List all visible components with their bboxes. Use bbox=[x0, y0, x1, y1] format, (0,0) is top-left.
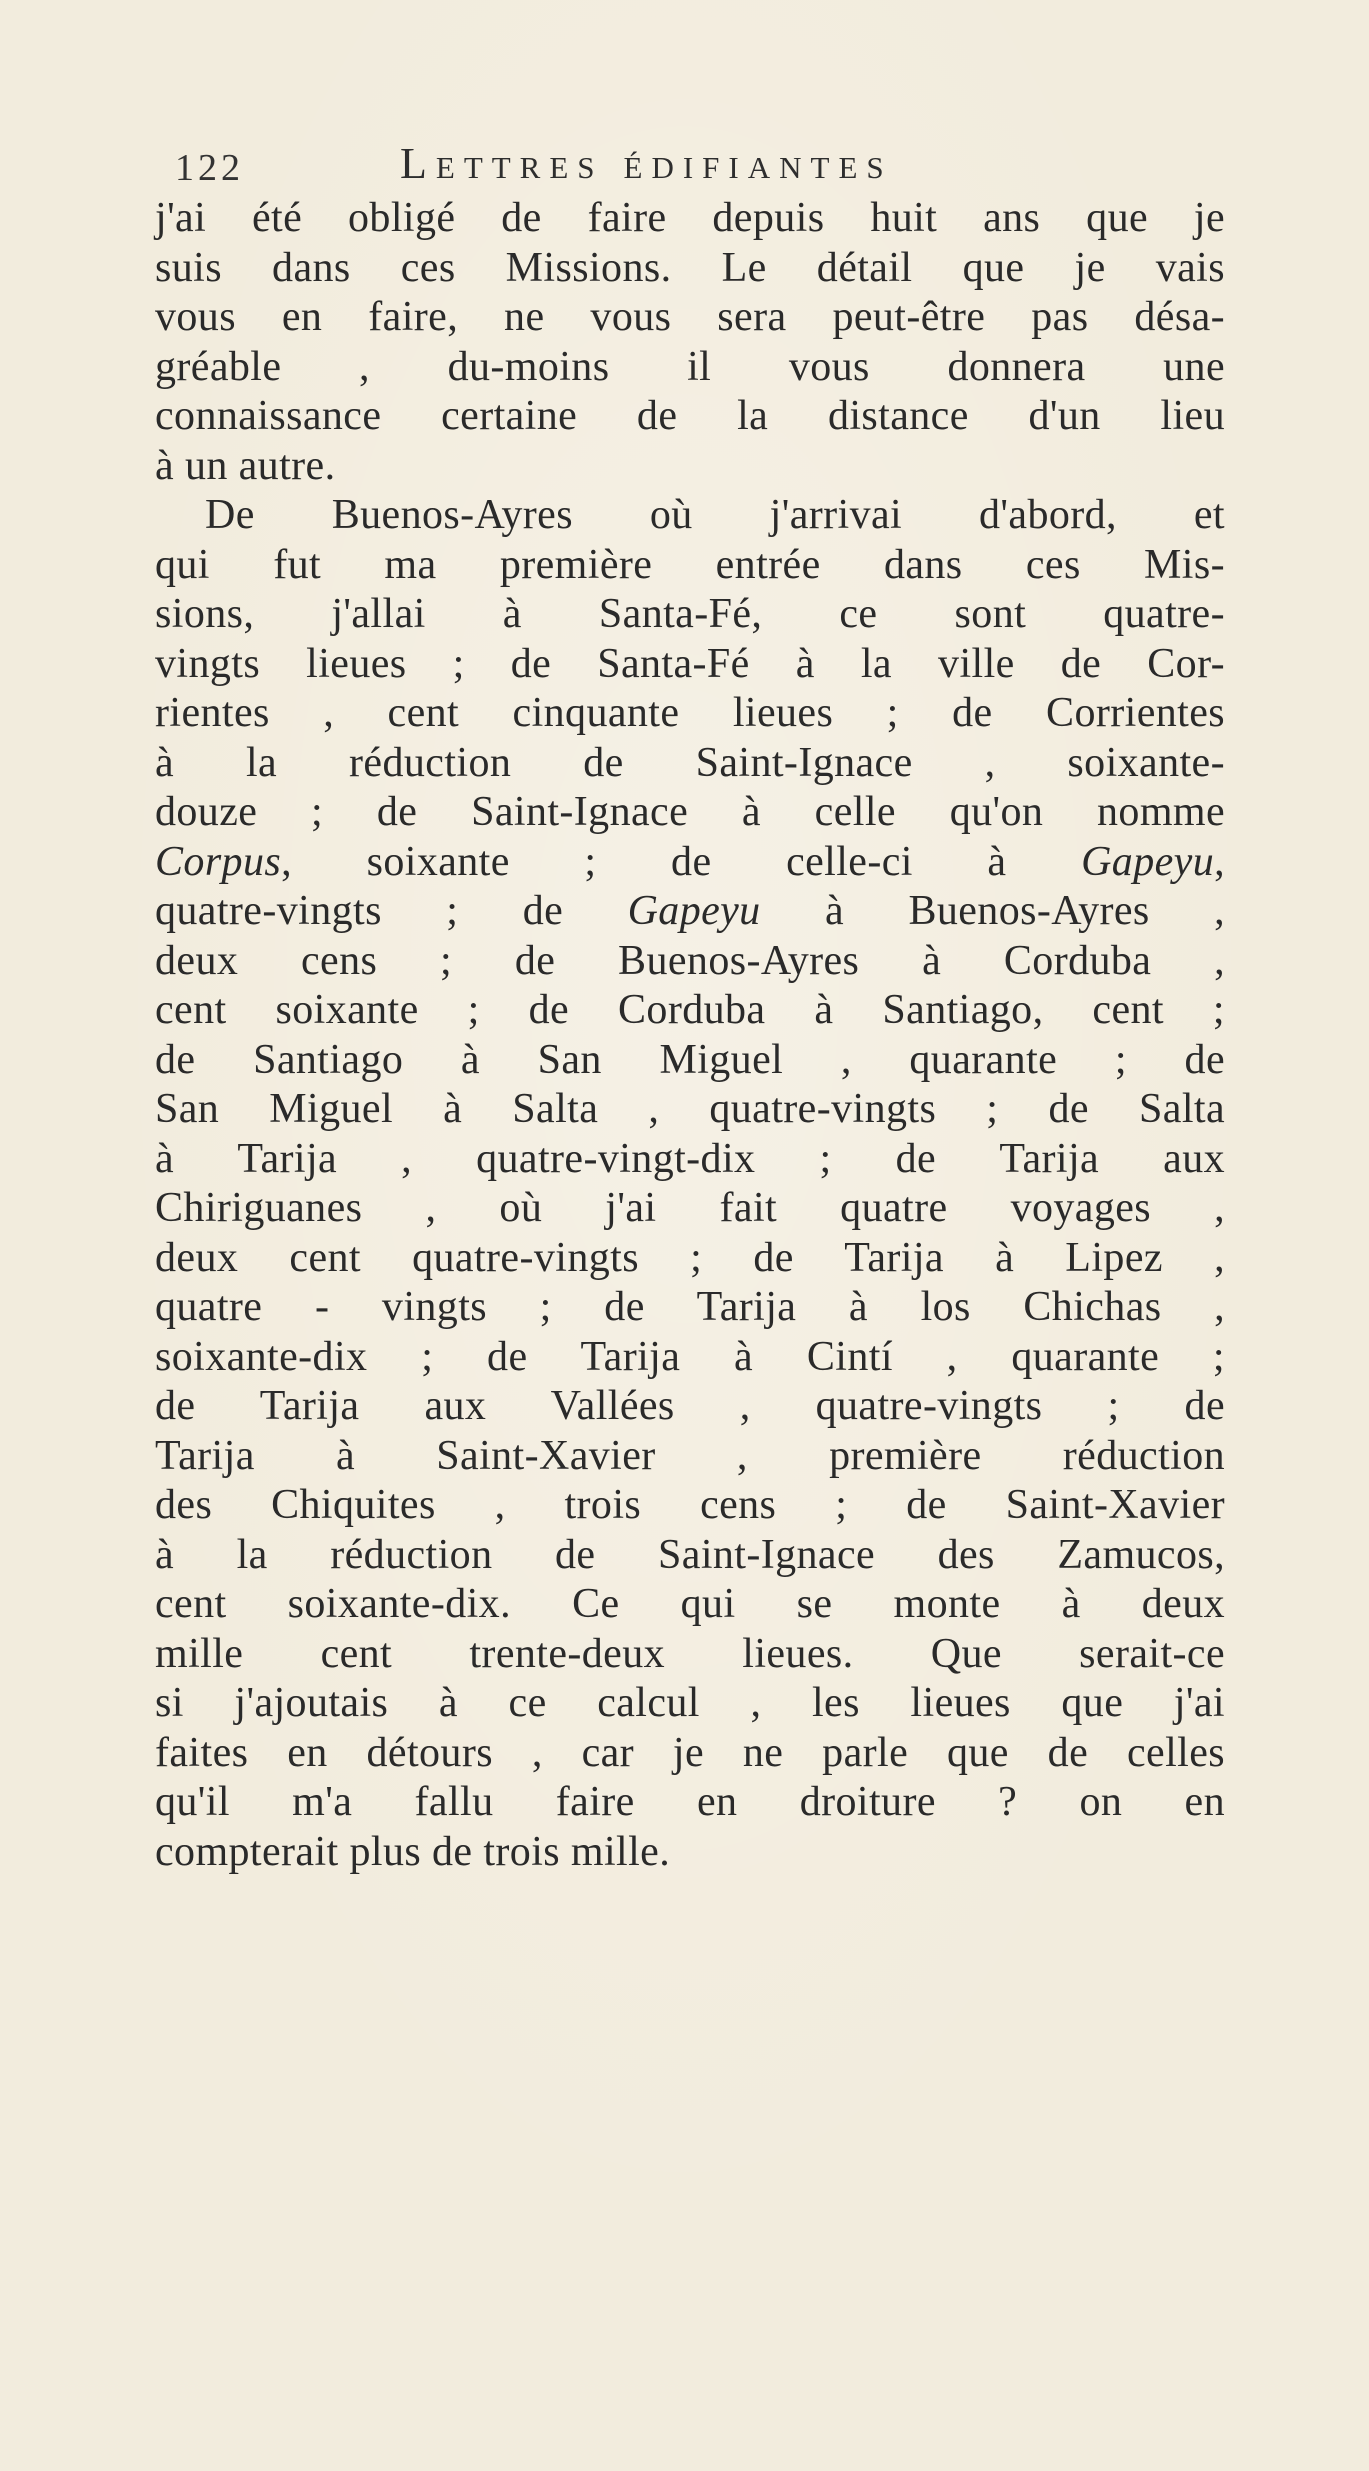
text-line: soixante-dix ; de Tarija à Cintí , quarante ; bbox=[155, 1333, 1225, 1380]
text-line: qui fut ma première entrée dans ces Mis- bbox=[155, 541, 1225, 588]
text-line: compterait plus de trois mille. bbox=[155, 1828, 671, 1875]
text-line: vous en faire, ne vous sera peut-être pas désa- bbox=[155, 294, 1225, 340]
text-line: rientes , cent cinquante lieues ; de Corrientes bbox=[155, 690, 1225, 736]
text-line: de Tarija aux Vallées , quatre-vingts ; de bbox=[155, 1383, 1225, 1429]
text-line: à un autre. bbox=[155, 442, 336, 489]
text-line: à la réduction de Saint-Ignace des Zamucos, bbox=[155, 1531, 1225, 1578]
text-line: de Santiago à San Miguel , quarante ; de bbox=[155, 1036, 1225, 1083]
page-header bbox=[175, 138, 1195, 198]
text-line: De Buenos-Ayres où j'arrivai d'abord, et bbox=[205, 492, 1225, 538]
text-line: sions, j'allai à Santa-Fé, ce sont quatre- bbox=[155, 591, 1225, 637]
italic-word: Gapeyu bbox=[1081, 838, 1215, 885]
italic-word: Corpus bbox=[155, 838, 282, 885]
text-line: cent soixante-dix. Ce qui se monte à deux bbox=[155, 1581, 1225, 1627]
text-line: deux cens ; de Buenos-Ayres à Corduba , bbox=[155, 937, 1225, 984]
text-line: faites en détours , car je ne parle que de celles bbox=[155, 1729, 1225, 1776]
text-line: des Chiquites , trois cens ; de Saint-Xavier bbox=[155, 1482, 1225, 1528]
text-line: si j'ajoutais à ce calcul , les lieues que j'ai bbox=[155, 1680, 1225, 1726]
text-line: à Tarija , quatre-vingt-dix ; de Tarija aux bbox=[155, 1135, 1225, 1182]
page-number: 122 bbox=[175, 147, 244, 189]
text-line-italic-mixed: quatre-vingts ; de Gapeyu à Buenos-Ayres , bbox=[155, 888, 1225, 934]
running-title: Lettres édifiantes bbox=[400, 139, 893, 188]
text-line: connaissance certaine de la distance d'un lieu bbox=[155, 393, 1225, 439]
text-line: gréable , du-moins il vous donnera une bbox=[155, 343, 1225, 390]
text-line: vingts lieues ; de Santa-Fé à la ville de Cor- bbox=[155, 640, 1225, 687]
text-line: deux cent quatre-vingts ; de Tarija à Lipez , bbox=[155, 1234, 1225, 1281]
text-line: suis dans ces Missions. Le détail que je vais bbox=[155, 244, 1225, 291]
text-line: San Miguel à Salta , quatre-vingts ; de Salta bbox=[155, 1086, 1225, 1132]
text-line: cent soixante ; de Corduba à Santiago, cent ; bbox=[155, 987, 1225, 1033]
text-line: à la réduction de Saint-Ignace , soixante- bbox=[155, 739, 1225, 786]
text-line-italic-mixed: Corpus, soixante ; de celle-ci à Gapeyu, bbox=[155, 838, 1225, 885]
body-text bbox=[155, 194, 1225, 1877]
text-line: j'ai été obligé de faire depuis huit ans que je bbox=[155, 195, 1225, 241]
text-line: qu'il m'a fallu faire en droiture ? on en bbox=[155, 1779, 1225, 1825]
text-line: Tarija à Saint-Xavier , première réduction bbox=[155, 1432, 1225, 1479]
italic-word: Gapeyu bbox=[627, 888, 761, 934]
text-line: quatre - vingts ; de Tarija à los Chichas , bbox=[155, 1284, 1225, 1330]
text-line: Chiriguanes , où j'ai fait quatre voyages , bbox=[155, 1185, 1225, 1231]
text-line: douze ; de Saint-Ignace à celle qu'on nomme bbox=[155, 789, 1225, 835]
text-line: mille cent trente-deux lieues. Que serait-ce bbox=[155, 1630, 1225, 1677]
